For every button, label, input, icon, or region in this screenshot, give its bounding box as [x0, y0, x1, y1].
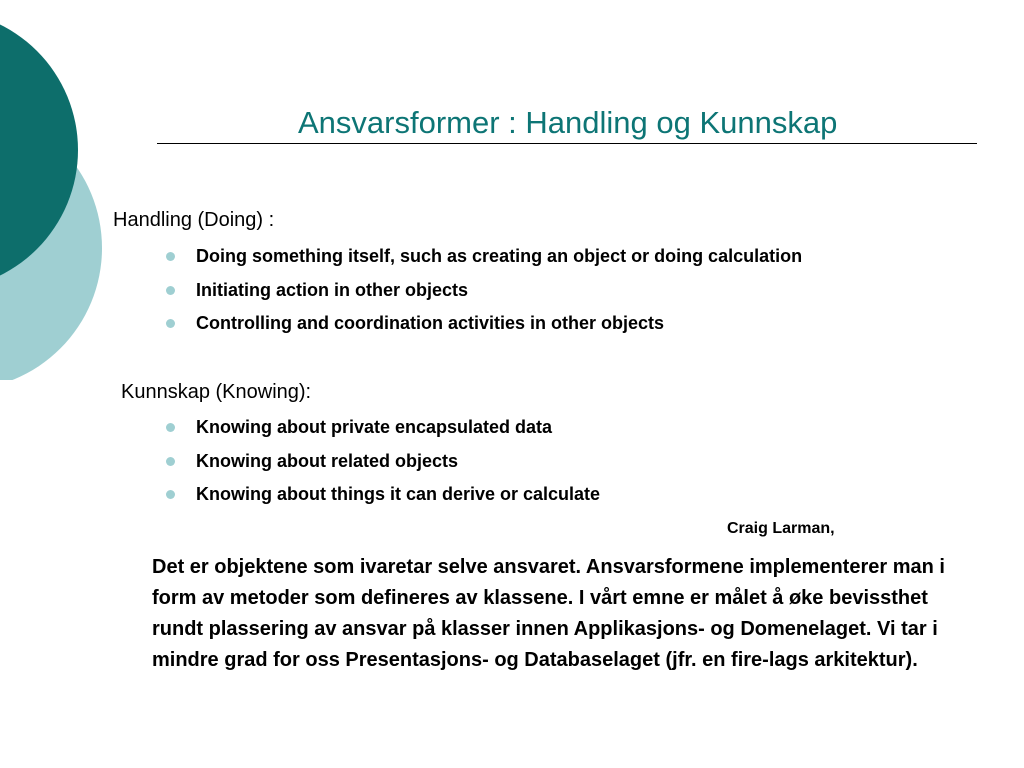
title-underline	[157, 143, 977, 144]
list-item: Doing something itself, such as creating an object or doing calculation	[162, 245, 802, 279]
body-paragraph: Det er objektene som ivaretar selve ansvaret. Ansvarsformene implementerer man i form av metoder som defineres av klassene. I vårt emne er målet å øke bevissthet rundt plassering av ansvar på klasser innen Applikasjons- og Domenelaget. Vi tar i mindre grad for oss Presentasjons- og Databaselaget (jfr. en fire-lags arkitektur).	[152, 556, 945, 671]
section-heading-kunnskap: Kunnskap (Knowing):	[121, 381, 312, 403]
bullet-list-kunnskap	[162, 416, 600, 517]
list-item: Knowing about related objects	[162, 450, 600, 484]
list-item: Controlling and coordination activities in other objects	[162, 312, 802, 346]
slide-title: Ansvarsformer : Handling og Kunnskap	[298, 105, 838, 140]
list-item: Knowing about private encapsulated data	[162, 416, 600, 450]
decorative-circles	[0, 0, 140, 380]
bullet-dot-icon	[166, 286, 175, 295]
bullet-dot-icon	[166, 319, 175, 328]
list-item: Initiating action in other objects	[162, 279, 802, 313]
bullet-dot-icon	[166, 252, 175, 261]
author-credit: Craig Larman,	[727, 520, 835, 537]
bullet-dot-icon	[166, 457, 175, 466]
bullet-list-handling	[162, 245, 802, 346]
bullet-dot-icon	[166, 490, 175, 499]
list-item: Knowing about things it can derive or calculate	[162, 483, 600, 517]
bullet-dot-icon	[166, 423, 175, 432]
section-heading-handling: Handling (Doing) :	[113, 209, 275, 231]
